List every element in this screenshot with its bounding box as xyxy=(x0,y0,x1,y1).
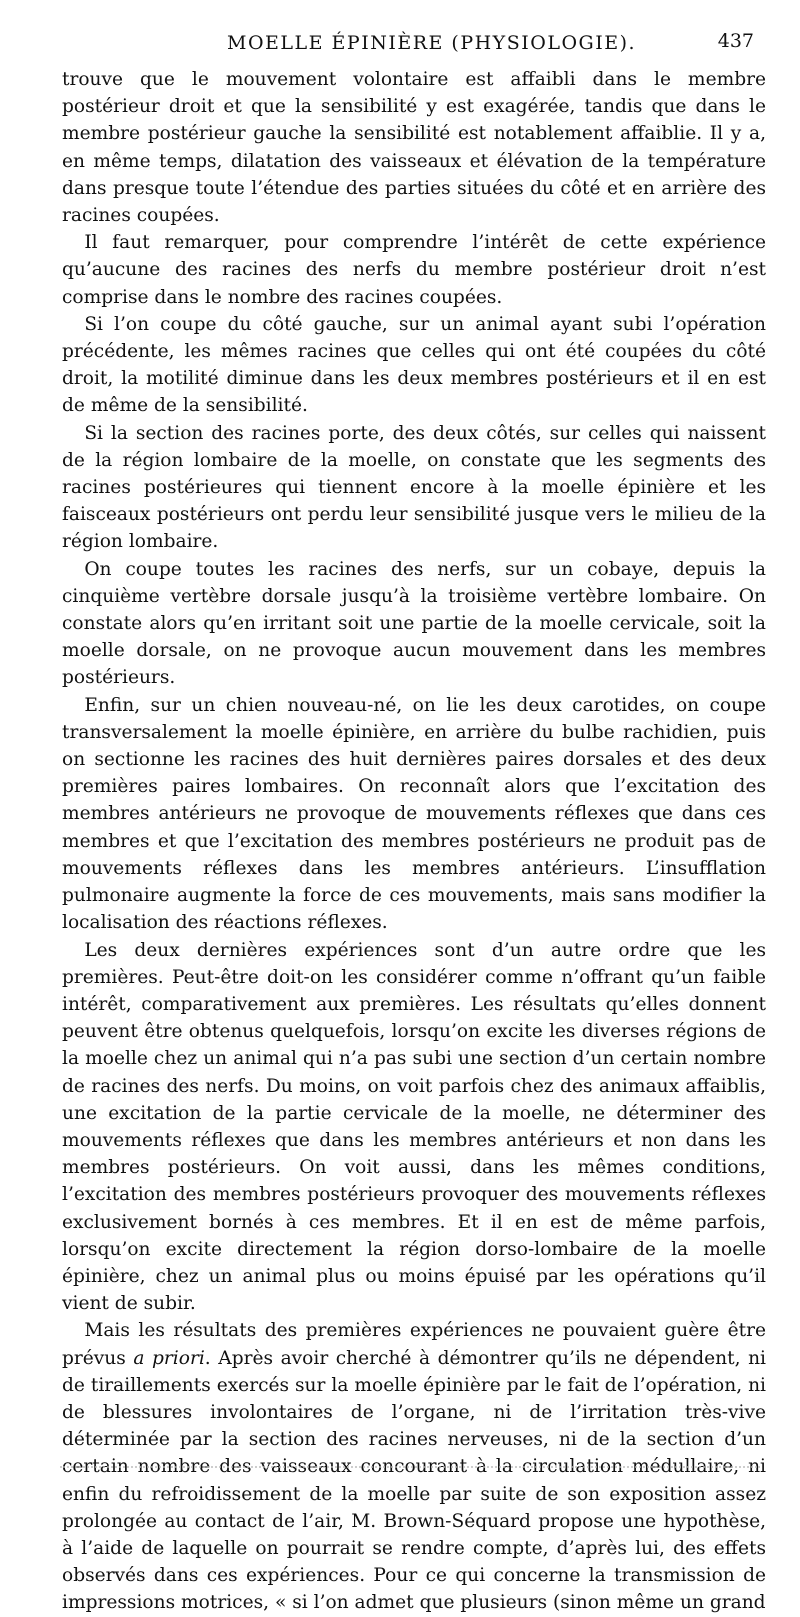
paragraph: Il faut remarquer, pour comprendre l’intérêt de cette expérience qu’aucune des racines des nerfs du membre postérieur droit n’est comprise dans le nombre des racines coupées. xyxy=(62,232,766,308)
paragraph: Les deux dernières expériences sont d’un autre ordre que les premières. Peut-être doit-on les considérer comme n’offrant qu’un faible intérêt, comparativement aux premières. Les résultats qu’elles donnent peuvent être obtenus quelquefois, lorsqu’on excite les diverses régions de la moelle chez un animal qui n’a pas subi une section d’un certain nombre de racines des nerfs. Du moins, on voit parfois chez des animaux affaiblis, une excitation de la partie cervicale de la moelle, ne déterminer des mouvements réflexes que dans les membres antérieurs et non dans les membres postérieurs. On voit aussi, dans les mêmes conditions, l’excitation des membres postérieurs provoquer des mouvements réflexes exclusivement bornés à ces membres. Et il en est de même parfois, lorsqu’on excite directement la région dorso-lombaire de la moelle épinière, chez un animal plus ou moins épuisé par les opérations qu’il vient de subir. xyxy=(62,939,766,1315)
footer-rule xyxy=(60,1466,760,1468)
page-number: 437 xyxy=(717,30,754,52)
paragraph: Enfin, sur un chien nouveau-né, on lie les deux carotides, on coupe transversalement la moelle épinière, en arrière du bulbe rachidien, puis on sectionne les racines des huit dernières paires dorsales et des deux premières paires lombaires. On reconnaît alors que l’excitation des membres antérieurs ne provoque de mouvements réflexes que dans ces membres et que l’excitation des membres postérieurs ne produit pas de mouvements réflexes dans les membres antérieurs. L’insufflation pulmonaire augmente la force de ces mouvements, mais sans modifier la localisation des réactions réflexes. xyxy=(62,694,766,934)
running-header xyxy=(62,32,762,60)
text-run: Mais les résultats des premières expériences ne pouvaient guère être prévus xyxy=(62,1320,766,1369)
paragraph: Si la section des racines porte, des deux côtés, sur celles qui naissent de la région lombaire de la moelle, on constate que les segments des racines postérieures qui tiennent encore à la moelle épinière et les faisceaux postérieurs ont perdu leur sensibilité jusque vers le milieu de la région lombaire. xyxy=(62,422,766,553)
running-title: MOELLE ÉPINIÈRE (PHYSIOLOGIE). xyxy=(227,32,637,54)
paragraph: On coupe toutes les racines des nerfs, sur un cobaye, depuis la cinquième vertèbre dorsale jusqu’à la troisième vertèbre lombaire. On constate alors qu’en irritant soit une partie de la moelle cervicale, soit la moelle dorsale, on ne provoque aucun mouvement dans les membres postérieurs. xyxy=(62,558,766,689)
paragraph: Si l’on coupe du côté gauche, sur un animal ayant subi l’opération précédente, les mêmes racines que celles qui ont été coupées du côté droit, la motilité diminue dans les deux membres postérieurs et il en est de même de la sensibilité. xyxy=(62,313,766,417)
text-run: . Après avoir cherché à démontrer qu’ils ne dépendent, ni de tiraillements exercés sur la moelle épinière par le fait de l’opération, ni de blessures involontaires de l’organe, ni de l’irritation très-vive déterminée par la section des racines nerveuses, ni de la section d’un certain nombre des vaisseaux concourant à la circulation médullaire, ni enfin du refroidissement de la moelle par suite de son exposition assez prolongée au contact de l’air, M. Brown-Séquard propose une hypothèse, à l’aide de laquelle on pourrait se rendre compte, d’après lui, des effets observés dans ces expériences. Pour ce qui concerne la transmission de impressions motrices, « si l’on admet que plusieurs (sinon même un grand xyxy=(62,1347,766,1614)
italic-phrase: a priori xyxy=(133,1347,205,1369)
body-text xyxy=(62,66,766,1617)
paragraph-continuation: trouve que le mouvement volontaire est affaibli dans le membre postérieur droit et que la sensibilité y est exagérée, tandis que dans le membre postérieur gauche la sensibilité est notablement affaiblie. Il y a, en même temps, dilatation des vaisseaux et élévation de la température dans presque toute l’étendue des parties situées du côté et en arrière des racines coupées. xyxy=(62,69,766,227)
